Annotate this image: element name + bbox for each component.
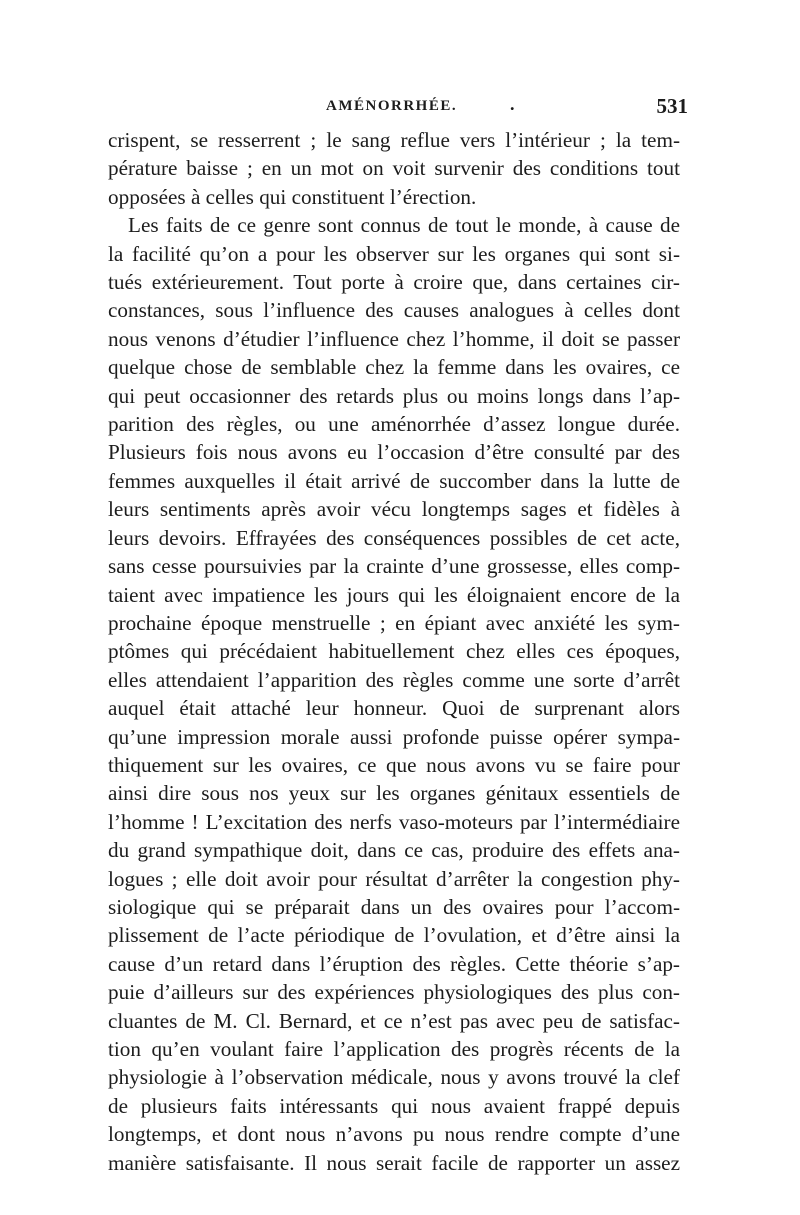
text-line: cluantes de M. Cl. Bernard, et ce n’est pas avec peu de satisfac- <box>108 1008 680 1033</box>
text-line: du grand sympathique doit, dans ce cas, produire des effets ana- <box>108 838 680 863</box>
text-line: quelque chose de semblable chez la femme dans les ovaires, ce <box>108 355 680 380</box>
text-line: manière satisfaisante. Il nous serait facile de rapporter un assez <box>108 1150 680 1175</box>
paragraph <box>108 126 680 211</box>
text-line: l’homme ! L’excitation des nerfs vaso-moteurs par l’intermédiaire <box>108 809 680 834</box>
text-line: Les faits de ce genre sont connus de tout le monde, à cause de <box>128 213 680 238</box>
running-header <box>108 92 688 126</box>
text-line: cause d’un retard dans l’éruption des règles. Cette théorie s’ap- <box>108 951 680 976</box>
text-line: femmes auxquelles il était arrivé de succomber dans la lutte de <box>108 468 680 493</box>
text-line: thiquement sur les ovaires, ce que nous avons vu se faire pour <box>108 752 680 777</box>
text-line: la facilité qu’on a pour les observer sur les organes qui sont si- <box>108 241 680 266</box>
text-line: ptômes qui précédaient habituellement chez elles ces époques, <box>108 639 680 664</box>
body-text <box>108 126 680 1177</box>
text-line: longtemps, et dont nous n’avons pu nous rendre compte d’une <box>108 1122 680 1147</box>
text-line: crispent, se resserrent ; le sang reflue vers l’intérieur ; la tem- <box>108 128 680 152</box>
text-line: parition des règles, ou une aménorrhée d’assez longue durée. <box>108 412 680 437</box>
header-dot: . <box>510 94 515 114</box>
text-line: siologique qui se préparait dans un des ovaires pour l’accom- <box>108 894 680 919</box>
page-number: 531 <box>656 94 688 118</box>
text-line: puie d’ailleurs sur des expériences physiologiques des plus con- <box>108 980 680 1005</box>
running-title: AMÉNORRHÉE. <box>326 98 458 114</box>
text-line: taient avec impatience les jours qui les éloignaient encore de la <box>108 582 680 607</box>
text-line: de plusieurs faits intéressants qui nous avaient frappé depuis <box>108 1093 680 1118</box>
text-line-with-italic: ainsi dire sous nos yeux sur les organes génitaux essentiels de <box>108 781 680 806</box>
text-line: opposées à celles qui constituent l’érection. <box>108 184 477 209</box>
text-line: pérature baisse ; en un mot on voit survenir des conditions tout <box>108 156 680 181</box>
text-line: qui peut occasionner des retards plus ou moins longs dans l’ap- <box>108 383 680 408</box>
text-line: tués extérieurement. Tout porte à croire que, dans certaines cir- <box>108 270 680 295</box>
text-line: plissement de l’acte périodique de l’ovulation, et d’être ainsi la <box>108 923 680 948</box>
text-line: sans cesse poursuivies par la crainte d’une grossesse, elles comp- <box>108 554 680 579</box>
text-line: constances, sous l’influence des causes analogues à celles dont <box>108 298 680 323</box>
text-line: prochaine époque menstruelle ; en épiant avec anxiété les sym- <box>108 610 680 635</box>
text-line: nous venons d’étudier l’influence chez l’homme, il doit se passer <box>108 326 680 351</box>
text-line: Plusieurs fois nous avons eu l’occasion d’être consulté par des <box>108 440 680 465</box>
paragraph <box>108 211 680 1177</box>
text-line: leurs sentiments après avoir vécu longtemps sages et fidèles à <box>108 497 680 522</box>
text-line: qu’une impression morale aussi profonde puisse opérer sympa- <box>108 724 680 749</box>
text-line: elles attendaient l’apparition des règles comme une sorte d’arrêt <box>108 667 680 692</box>
text-line: tion qu’en voulant faire l’application des progrès récents de la <box>108 1037 680 1061</box>
text-line: leurs devoirs. Effrayées des conséquences possibles de cet acte, <box>108 525 680 550</box>
text-line: logues ; elle doit avoir pour résultat d’arrêter la congestion phy- <box>108 866 680 891</box>
text-line: physiologie à l’observation médicale, nous y avons trouvé la clef <box>108 1065 680 1090</box>
text-line: auquel était attaché leur honneur. Quoi de surprenant alors <box>108 696 680 721</box>
book-page <box>108 92 688 1177</box>
